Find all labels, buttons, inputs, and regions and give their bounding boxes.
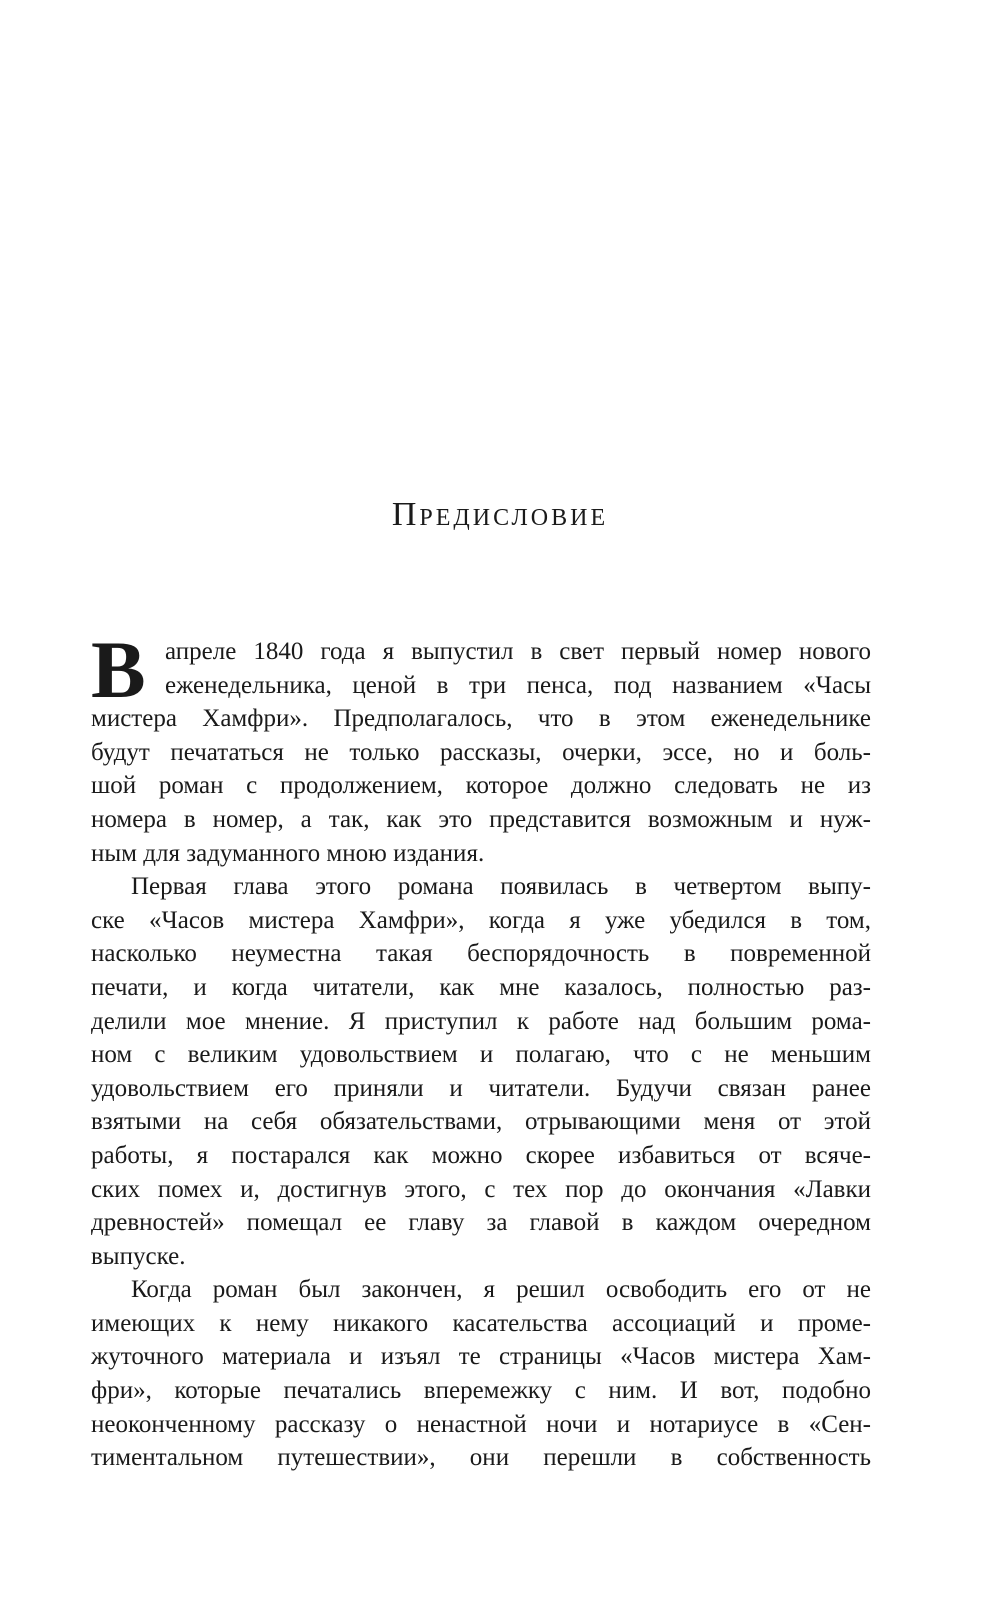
text-line: тиментальном путешествии», они перешли в собственность: [91, 1444, 871, 1472]
text-line: печати, и когда читатели, как мне казалось, полностью раз-: [91, 973, 871, 1001]
text-line: выпуске.: [91, 1242, 186, 1270]
text-line: ным для задуманного мною издания.: [91, 839, 485, 867]
text-line: фри», которые печатались вперемежку с ним. И вот, подобно: [91, 1377, 871, 1405]
text-line: ном с великим удовольствием и полагаю, что с не меньшим: [91, 1041, 871, 1069]
text-line: жуточного материала и изъял те страницы «Часов мистера Хам-: [91, 1343, 871, 1371]
chapter-title: Предисловие: [391, 496, 609, 533]
text-line: неоконченному рассказу о ненастной ночи и нотариусе в «Сен-: [91, 1410, 871, 1438]
text-line: Первая глава этого романа появилась в четвертом выпу-: [131, 873, 871, 901]
text-line: ске «Часов мистера Хамфри», когда я уже убедился в том,: [91, 906, 871, 934]
text-line: шой роман с продолжением, которое должно следовать не из: [91, 772, 871, 800]
text-line: насколько неуместна такая беспорядочность в повременной: [91, 940, 871, 968]
text-line: имеющих к нему никакого касательства ассоциаций и проме-: [91, 1309, 871, 1337]
drop-cap: В: [91, 624, 146, 715]
text-line: будут печататься не только рассказы, очерки, эссе, но и боль-: [91, 738, 871, 766]
text-line: Когда роман был закончен, я решил освободить его от не: [131, 1276, 871, 1304]
text-line: делили мое мнение. Я приступил к работе над большим рома-: [91, 1007, 871, 1035]
text-line: мистера Хамфри». Предполагалось, что в этом еженедельнике: [91, 705, 871, 733]
text-line: взятыми на себя обязательствами, отрывающими меня от этой: [91, 1108, 871, 1136]
text-line: ских помех и, достигнув этого, с тех пор до окончания «Лавки: [91, 1175, 871, 1203]
text-line: апреле 1840 года я выпустил в свет первый номер нового: [165, 638, 871, 665]
body-text: [91, 624, 871, 1475]
text-line: работы, я постарался как можно скорее избавиться от всяче-: [91, 1141, 871, 1169]
text-line: удовольствием его приняли и читатели. Будучи связан ранее: [91, 1074, 871, 1102]
text-line: номера в номер, а так, как это представится возможным и нуж-: [91, 805, 871, 833]
text-line: еженедельника, ценой в три пенса, под названием «Часы: [165, 671, 871, 699]
text-line: древностей» помещал ее главу за главой в каждом очередном: [91, 1209, 871, 1237]
